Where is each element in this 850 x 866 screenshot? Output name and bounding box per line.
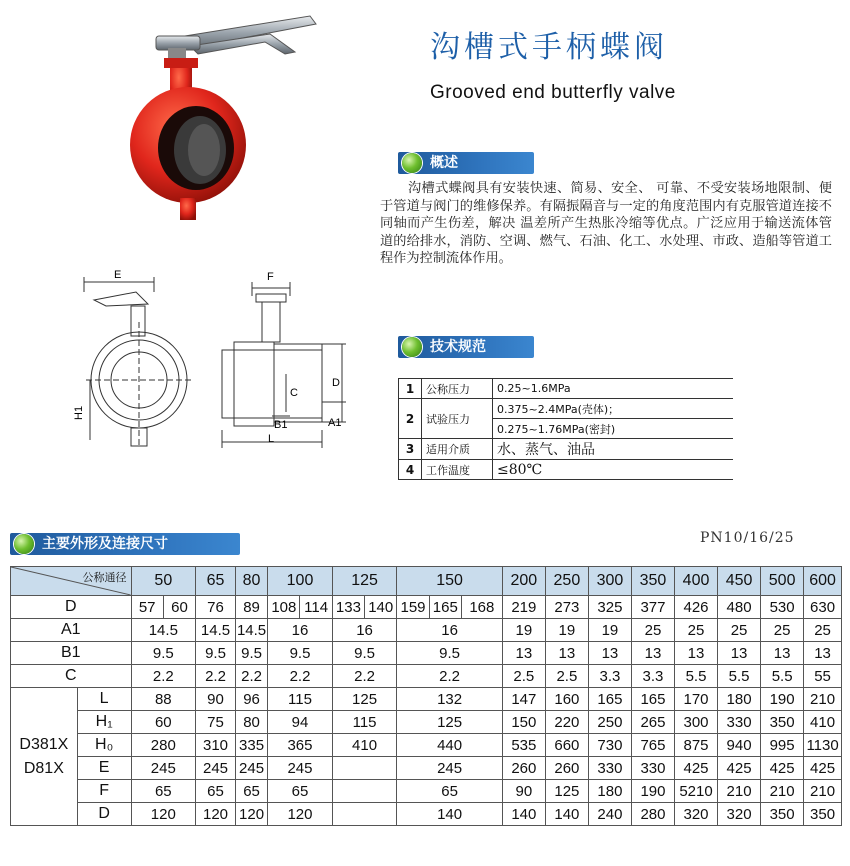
tech-heading: 技术规范	[430, 339, 486, 355]
drawing-label-l: L	[268, 433, 275, 445]
table-cell: 168	[461, 596, 502, 619]
page-title-en: Grooved end butterfly valve	[430, 82, 676, 103]
model-label: D81X	[23, 759, 64, 777]
table-row	[11, 642, 842, 665]
table-cell: 3.3	[588, 665, 631, 688]
table-cell: 310	[196, 734, 236, 757]
spec-num: 4	[399, 460, 422, 480]
table-cell: 125	[332, 688, 397, 711]
table-cell: 125	[397, 711, 502, 734]
valve-product-photo	[120, 10, 330, 225]
table-cell: 190	[631, 780, 674, 803]
table-cell: 245	[131, 757, 196, 780]
table-cell: 335	[235, 734, 267, 757]
table-cell: 730	[588, 734, 631, 757]
table-row	[11, 780, 842, 803]
table-cell: 89	[235, 596, 267, 619]
diagonal-line	[11, 567, 131, 595]
table-row	[399, 379, 734, 399]
table-cell: 65	[397, 780, 502, 803]
pressure-rating: PN10/16/25	[700, 530, 795, 546]
table-cell: 377	[631, 596, 674, 619]
table-cell: 425	[804, 757, 842, 780]
row-label: L	[77, 688, 131, 711]
corner-label: 公称通径	[82, 572, 127, 584]
table-cell: 80	[235, 711, 267, 734]
row-label: C	[11, 665, 132, 688]
table-cell	[332, 803, 397, 826]
table-cell: 320	[675, 803, 718, 826]
table-corner	[11, 567, 132, 596]
spec-num: 1	[399, 379, 422, 399]
tech-spec-table	[398, 378, 733, 480]
table-cell: 9.5	[131, 642, 196, 665]
table-cell: 90	[502, 780, 545, 803]
table-cell: 13	[631, 642, 674, 665]
table-cell: 425	[675, 757, 718, 780]
table-cell: 25	[718, 619, 761, 642]
table-cell: 96	[235, 688, 267, 711]
table-cell: 120	[235, 803, 267, 826]
table-cell: 260	[502, 757, 545, 780]
green-ball-icon	[402, 153, 422, 173]
table-cell: 5.5	[718, 665, 761, 688]
table-cell: 9.5	[196, 642, 236, 665]
table-cell: 75	[196, 711, 236, 734]
table-cell: 125	[545, 780, 588, 803]
table-cell: 300	[675, 711, 718, 734]
table-cell: 60	[131, 711, 196, 734]
table-cell: 330	[588, 757, 631, 780]
table-cell: 65	[268, 780, 333, 803]
table-cell: 25	[804, 619, 842, 642]
table-row	[11, 734, 842, 757]
tech-heading-bar	[398, 336, 534, 358]
size-header: 65	[196, 567, 236, 596]
size-header: 200	[502, 567, 545, 596]
size-header: 50	[131, 567, 196, 596]
drawing-label-e: E	[114, 269, 122, 281]
table-row	[11, 688, 842, 711]
table-cell: 120	[131, 803, 196, 826]
size-header: 600	[804, 567, 842, 596]
table-row	[11, 711, 842, 734]
table-cell: 210	[761, 780, 804, 803]
size-header: 250	[545, 567, 588, 596]
table-cell: 9.5	[332, 642, 397, 665]
spec-label: 工作温度	[422, 460, 493, 480]
drawing-label-b1: B1	[274, 419, 288, 431]
table-cell: 535	[502, 734, 545, 757]
row-label: D	[11, 596, 132, 619]
table-cell: 65	[235, 780, 267, 803]
table-cell: 160	[545, 688, 588, 711]
table-cell: 330	[718, 711, 761, 734]
row-label: F	[77, 780, 131, 803]
table-cell: 19	[502, 619, 545, 642]
table-cell: 120	[196, 803, 236, 826]
table-cell: 320	[718, 803, 761, 826]
spec-label: 适用介质	[422, 439, 493, 460]
table-cell: 120	[268, 803, 333, 826]
table-cell: 55	[804, 665, 842, 688]
table-cell: 480	[718, 596, 761, 619]
spec-label: 公称压力	[422, 379, 493, 399]
row-label: H₁	[77, 711, 131, 734]
table-cell: 2.2	[131, 665, 196, 688]
table-cell: 273	[545, 596, 588, 619]
green-ball-icon	[402, 337, 422, 357]
table-row	[11, 757, 842, 780]
table-cell: 210	[804, 688, 842, 711]
table-cell: 425	[718, 757, 761, 780]
table-cell: 330	[631, 757, 674, 780]
table-cell: 9.5	[397, 642, 502, 665]
table-cell: 165	[588, 688, 631, 711]
spec-value: 0.25~1.6MPa	[493, 379, 734, 399]
table-cell: 1130	[804, 734, 842, 757]
table-cell: 2.5	[545, 665, 588, 688]
table-cell: 115	[332, 711, 397, 734]
size-header: 300	[588, 567, 631, 596]
table-cell: 108	[268, 596, 300, 619]
table-cell: 165	[631, 688, 674, 711]
model-group-label	[11, 688, 78, 826]
table-cell: 210	[718, 780, 761, 803]
table-cell: 132	[397, 688, 502, 711]
dims-heading-bar	[10, 533, 240, 555]
table-cell: 140	[365, 596, 397, 619]
table-row	[11, 567, 842, 596]
row-label: A1	[11, 619, 132, 642]
table-cell: 76	[196, 596, 236, 619]
row-label: E	[77, 757, 131, 780]
size-header: 350	[631, 567, 674, 596]
size-header: 450	[718, 567, 761, 596]
table-cell: 14.5	[235, 619, 267, 642]
dims-heading: 主要外形及连接尺寸	[42, 536, 168, 552]
table-cell: 245	[235, 757, 267, 780]
overview-text: 沟槽式蝶阀具有安装快速、简易、安全、 可靠、不受安装场地限制、便于管道与阀门的维修保养。有隔振隔音与一定的角度范围内有克服管道连接不同轴而产生伤差，解决 温差所产生热胀冷缩等优点。广泛应用于输送流体管道的给排水，消防、空调、燃气、石油、化工、水处理、市政、造船等管道工程作为控制流体作用。	[380, 181, 832, 266]
page-title-cn: 沟槽式手柄蝶阀	[430, 30, 668, 65]
table-cell: 426	[675, 596, 718, 619]
table-row	[399, 439, 734, 460]
table-cell: 2.2	[332, 665, 397, 688]
table-cell: 88	[131, 688, 196, 711]
row-label: H₀	[77, 734, 131, 757]
table-cell: 940	[718, 734, 761, 757]
table-cell: 16	[268, 619, 333, 642]
table-row	[11, 596, 842, 619]
table-row	[399, 460, 734, 480]
spec-value: 0.275~1.76MPa(密封)	[493, 419, 734, 439]
spec-value: 水、蒸气、油品	[493, 439, 734, 460]
overview-heading: 概述	[430, 155, 458, 171]
table-cell: 115	[268, 688, 333, 711]
table-cell: 220	[545, 711, 588, 734]
table-cell: 14.5	[196, 619, 236, 642]
spec-label: 试验压力	[422, 399, 493, 439]
drawing-label-c: C	[290, 387, 298, 399]
table-cell: 90	[196, 688, 236, 711]
table-cell	[332, 757, 397, 780]
table-cell: 350	[804, 803, 842, 826]
table-cell: 13	[761, 642, 804, 665]
size-header: 400	[675, 567, 718, 596]
table-cell: 365	[268, 734, 333, 757]
table-cell: 2.2	[235, 665, 267, 688]
table-cell: 25	[631, 619, 674, 642]
table-cell: 219	[502, 596, 545, 619]
table-cell: 94	[268, 711, 333, 734]
table-cell: 16	[397, 619, 502, 642]
size-header: 80	[235, 567, 267, 596]
table-cell: 325	[588, 596, 631, 619]
table-cell: 280	[631, 803, 674, 826]
table-cell: 350	[761, 803, 804, 826]
table-cell: 13	[675, 642, 718, 665]
table-cell: 9.5	[235, 642, 267, 665]
table-cell: 410	[332, 734, 397, 757]
table-cell: 19	[545, 619, 588, 642]
technical-drawing	[73, 262, 376, 462]
size-header: 500	[761, 567, 804, 596]
table-cell: 13	[718, 642, 761, 665]
table-cell: 280	[131, 734, 196, 757]
table-cell	[332, 780, 397, 803]
table-cell: 5.5	[761, 665, 804, 688]
table-cell: 2.2	[268, 665, 333, 688]
table-row	[11, 619, 842, 642]
row-label: B1	[11, 642, 132, 665]
table-cell: 9.5	[268, 642, 333, 665]
table-cell: 245	[196, 757, 236, 780]
table-cell: 240	[588, 803, 631, 826]
overview-heading-bar	[398, 152, 534, 174]
table-cell: 165	[429, 596, 461, 619]
table-cell: 530	[761, 596, 804, 619]
table-cell: 140	[545, 803, 588, 826]
table-cell: 147	[502, 688, 545, 711]
table-cell: 13	[588, 642, 631, 665]
spec-num: 3	[399, 439, 422, 460]
table-cell: 2.2	[397, 665, 502, 688]
table-row	[399, 399, 734, 419]
table-cell: 630	[804, 596, 842, 619]
table-row	[11, 665, 842, 688]
table-cell: 245	[397, 757, 502, 780]
table-cell: 65	[196, 780, 236, 803]
table-cell: 57	[131, 596, 163, 619]
spec-num: 2	[399, 399, 422, 439]
table-cell: 150	[502, 711, 545, 734]
model-label: D381X	[19, 735, 69, 753]
table-cell: 5210	[675, 780, 718, 803]
table-cell: 25	[761, 619, 804, 642]
table-cell: 660	[545, 734, 588, 757]
table-cell: 114	[300, 596, 332, 619]
table-row	[11, 803, 842, 826]
table-cell: 13	[545, 642, 588, 665]
spec-value: ≤80℃	[493, 460, 734, 480]
size-header: 125	[332, 567, 397, 596]
table-cell: 265	[631, 711, 674, 734]
table-cell: 875	[675, 734, 718, 757]
table-cell: 350	[761, 711, 804, 734]
spec-value: 0.375~2.4MPa(壳体)；	[493, 399, 734, 419]
table-cell: 425	[761, 757, 804, 780]
table-cell: 440	[397, 734, 502, 757]
drawing-label-a1: A1	[328, 417, 342, 429]
table-cell: 13	[502, 642, 545, 665]
table-cell: 19	[588, 619, 631, 642]
table-cell: 170	[675, 688, 718, 711]
table-cell: 65	[131, 780, 196, 803]
table-cell: 16	[332, 619, 397, 642]
table-cell: 5.5	[675, 665, 718, 688]
dimensions-table	[10, 566, 842, 826]
drawing-label-d: D	[332, 377, 340, 389]
table-cell: 190	[761, 688, 804, 711]
table-cell: 3.3	[631, 665, 674, 688]
table-cell: 245	[268, 757, 333, 780]
table-cell: 159	[397, 596, 429, 619]
drawing-label-f: F	[267, 271, 274, 283]
drawing-label-h1: H1	[73, 405, 85, 420]
size-header: 150	[397, 567, 502, 596]
table-cell: 2.5	[502, 665, 545, 688]
table-cell: 14.5	[131, 619, 196, 642]
table-cell: 180	[718, 688, 761, 711]
row-label: D	[77, 803, 131, 826]
green-ball-icon	[14, 534, 34, 554]
table-cell: 140	[502, 803, 545, 826]
table-cell: 60	[163, 596, 195, 619]
table-cell: 765	[631, 734, 674, 757]
table-cell: 210	[804, 780, 842, 803]
table-cell: 410	[804, 711, 842, 734]
table-cell: 2.2	[196, 665, 236, 688]
table-cell: 140	[397, 803, 502, 826]
table-cell: 995	[761, 734, 804, 757]
table-cell: 180	[588, 780, 631, 803]
table-cell: 133	[332, 596, 364, 619]
size-header: 100	[268, 567, 333, 596]
table-cell: 13	[804, 642, 842, 665]
table-cell: 250	[588, 711, 631, 734]
table-cell: 260	[545, 757, 588, 780]
table-cell: 25	[675, 619, 718, 642]
